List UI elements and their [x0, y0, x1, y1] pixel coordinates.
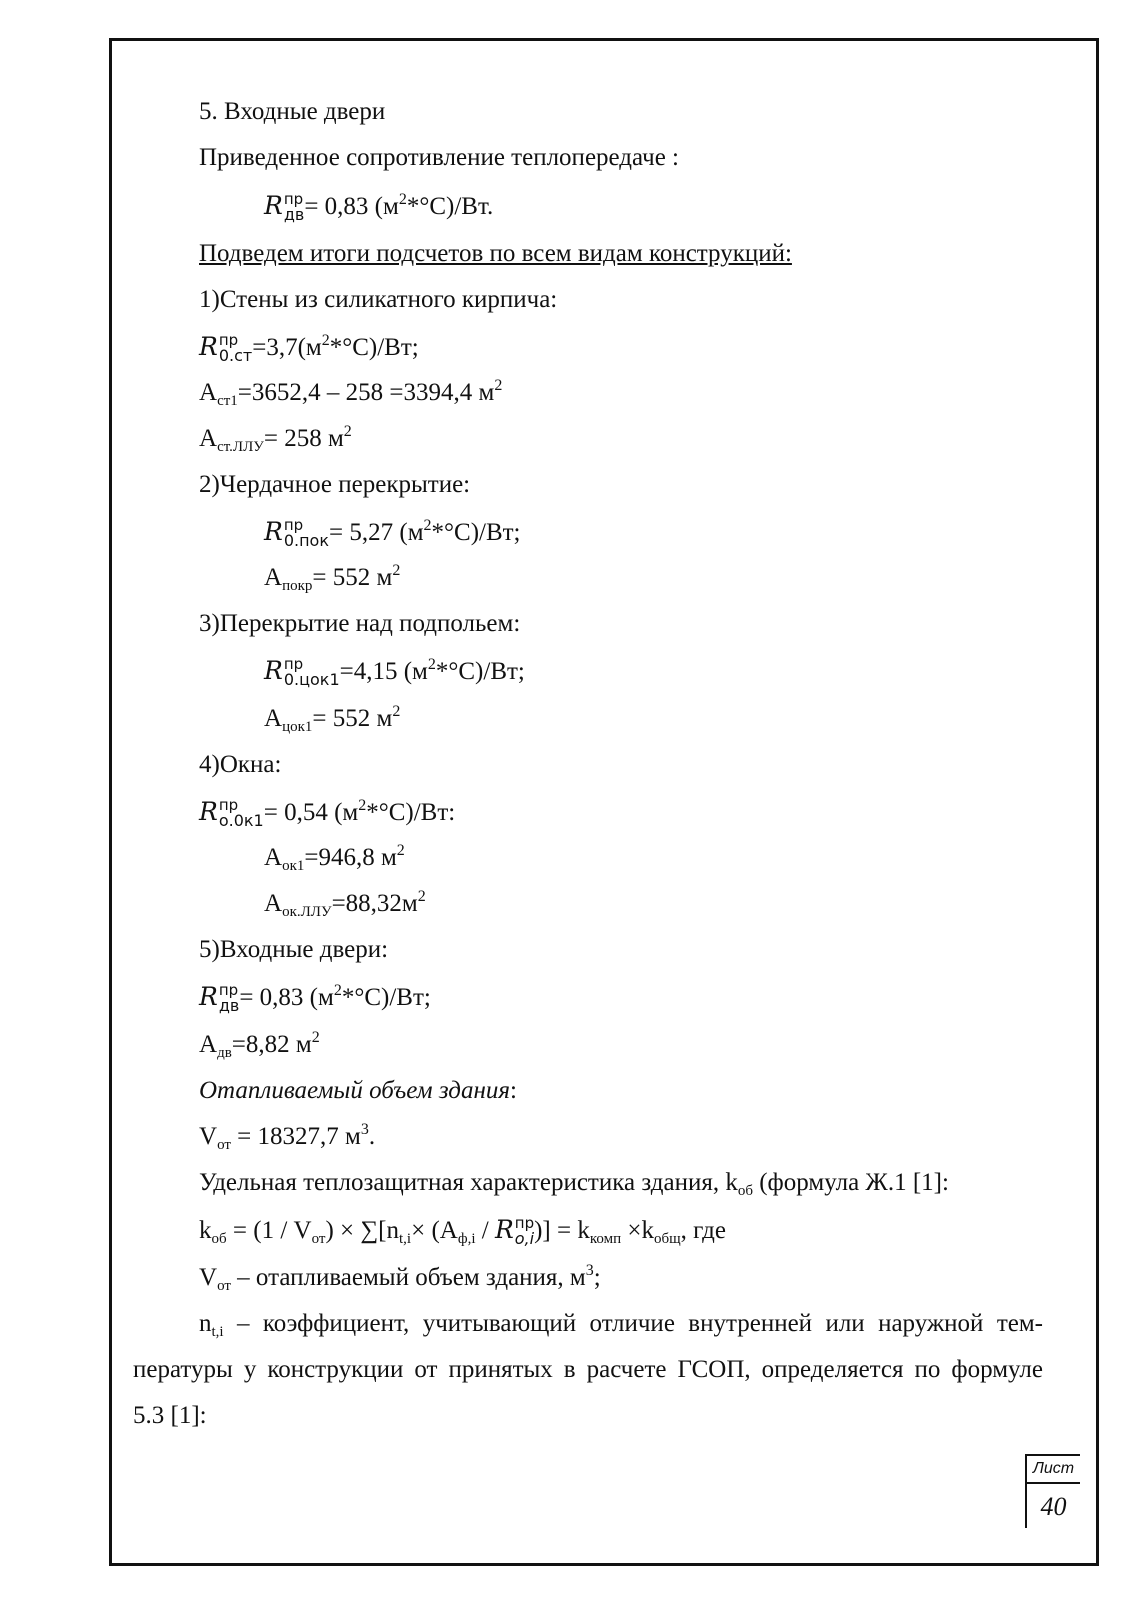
formula-r-tsok: R пр 0.цок1 =4,15 $(м^2*^\circ С)/Вт$;	[264, 655, 525, 689]
summary-heading: Подведем итоги подсчетов по всем видам конструкций:	[199, 240, 792, 267]
formula-a-st1: $A_{ст1}=3652,4 - 258 =3394,4$ $м^2$	[199, 377, 503, 409]
formula-a-ok1: $A_{ок1}=946,8$ $м^2$	[264, 842, 405, 874]
formula-r-pok: R пр 0.пок = 5,27 $(м^2*^\circ С)/Вт$;	[264, 516, 521, 550]
item-floor: 3)Перекрытие над подпольем:	[199, 610, 521, 637]
definition-v-ot: $V_{от}$ – отапливаемый объем здания, $м^3$;	[199, 1262, 601, 1294]
sheet-stamp	[1025, 1454, 1080, 1528]
formula-r-dv: R пр дв = 0,83 $(м^2*^\circ С)/Вт$.	[264, 190, 494, 224]
formula-a-dv: $A_{дв}=8,82$ $м^2$	[199, 1029, 320, 1061]
definition-n-line-2: пературы у конструкции от принятых в расчете ГСОП, определяется по формуле	[133, 1356, 1043, 1383]
paragraph: Приведенное сопротивление теплопередаче :	[199, 144, 679, 171]
formula-v-ot: $V_{от} = 18327,7$ $м^3$.	[199, 1121, 376, 1153]
formula-a-tsok: $A_{цок1}= 552$ $м^2$	[264, 703, 401, 735]
formula-a-st-llu: $A_{ст.ЛЛУ}= 258$ $м^2$	[199, 423, 352, 455]
heated-volume-label: Отапливаемый объем здания:	[199, 1077, 517, 1104]
item-attic: 2)Чердачное перекрытие:	[199, 471, 471, 498]
sheet-number: 40	[1040, 1492, 1067, 1521]
formula-a-ok-llu: $A_{ок.ЛЛУ}=88,32м^2$	[264, 888, 426, 920]
formula-k-ob: $k_{об} = (1 / V_{от}) \times \sum[n_{t,i}\times (A_{ф,i} / R$ пр o,i )] = $k_{комп} \times k_{общ}$, где	[199, 1214, 726, 1248]
item-walls: 1)Стены из силикатного кирпича:	[199, 286, 558, 313]
formula-r-dv-2: R пр дв = 0,83 $(м^2*^\circ С)/Вт$;	[199, 981, 431, 1015]
formula-r-ok: R пр о.0к1 = 0,54 $(м^2*^\circ С)/Вт$:	[199, 796, 456, 830]
section-heading: 5. Входные двери	[199, 98, 386, 125]
formula-r-st: R пр 0.ст $=3,7(м^2*^\circ С)/Вт$;	[199, 331, 419, 365]
definition-n-line-1: $n_{t,i}$ – коэффициент, учитывающий отличие внутренней или наружной тем-	[199, 1310, 1043, 1340]
formula-a-pokr: $A_{покр}= 552$ $м^2$	[264, 562, 401, 594]
item-doors: 5)Входные двери:	[199, 936, 389, 963]
sheet-label: Лист	[1027, 1456, 1080, 1484]
item-windows: 4)Окна:	[199, 751, 282, 778]
specific-characteristic: Удельная теплозащитная характеристика здания, $k_{об}$ (формула Ж.1 [1]:	[199, 1169, 949, 1199]
definition-n-line-3: 5.3 [1]:	[133, 1402, 207, 1429]
